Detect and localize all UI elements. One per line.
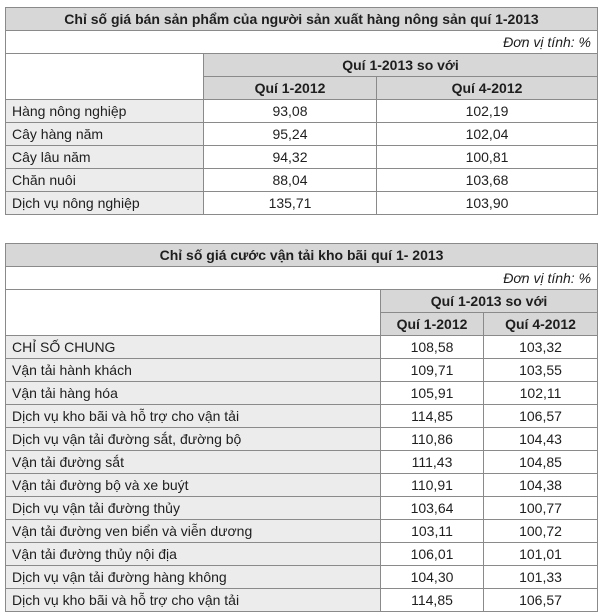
- value-cell: 114,85: [381, 405, 484, 428]
- value-cell: 110,91: [381, 474, 484, 497]
- table-title: Chỉ số giá bán sản phẩm của người sản xuất hàng nông sản quí 1-2013: [6, 8, 598, 31]
- value-cell: 100,81: [377, 146, 598, 169]
- row-label: Vận tải hàng hóa: [6, 382, 381, 405]
- row-label: Dịch vụ vận tải đường sắt, đường bộ: [6, 428, 381, 451]
- column-header: Quí 4-2012: [484, 313, 598, 336]
- value-cell: 111,43: [381, 451, 484, 474]
- table-row: [6, 100, 598, 123]
- value-cell: 104,43: [484, 428, 598, 451]
- header-blank-cell: [6, 290, 381, 336]
- column-header: Quí 1-2012: [204, 77, 377, 100]
- value-cell: 102,19: [377, 100, 598, 123]
- table-title: Chỉ số giá cước vận tải kho bãi quí 1- 2013: [6, 244, 598, 267]
- value-cell: 103,68: [377, 169, 598, 192]
- row-label: Dịch vụ nông nghiệp: [6, 192, 204, 215]
- row-label: Dịch vụ vận tải đường hàng không: [6, 566, 381, 589]
- value-cell: 88,04: [204, 169, 377, 192]
- table-row: [6, 169, 598, 192]
- value-cell: 104,38: [484, 474, 598, 497]
- table-row: [6, 146, 598, 169]
- table-row: [6, 359, 598, 382]
- row-label: Vận tải đường sắt: [6, 451, 381, 474]
- value-cell: 106,01: [381, 543, 484, 566]
- row-label: Vận tải đường bộ và xe buýt: [6, 474, 381, 497]
- row-label: CHỈ SỐ CHUNG: [6, 336, 381, 359]
- row-label: Vận tải đường thủy nội địa: [6, 543, 381, 566]
- value-cell: 103,11: [381, 520, 484, 543]
- value-cell: 103,32: [484, 336, 598, 359]
- value-cell: 100,72: [484, 520, 598, 543]
- value-cell: 104,30: [381, 566, 484, 589]
- value-cell: 93,08: [204, 100, 377, 123]
- value-cell: 108,58: [381, 336, 484, 359]
- row-label: Vận tải hành khách: [6, 359, 381, 382]
- row-label: Chăn nuôi: [6, 169, 204, 192]
- row-label: Cây hàng năm: [6, 123, 204, 146]
- unit-note: Đơn vị tính: %: [6, 31, 598, 54]
- value-cell: 102,04: [377, 123, 598, 146]
- group-header: Quí 1-2013 so với: [381, 290, 598, 313]
- table-row: [6, 428, 598, 451]
- value-cell: 104,85: [484, 451, 598, 474]
- table-row: [6, 123, 598, 146]
- agri-price-index-table: [5, 7, 598, 215]
- table-row: [6, 589, 598, 612]
- value-cell: 106,57: [484, 405, 598, 428]
- value-cell: 101,33: [484, 566, 598, 589]
- value-cell: 106,57: [484, 589, 598, 612]
- row-label: Dịch vụ vận tải đường thủy: [6, 497, 381, 520]
- table-row: [6, 451, 598, 474]
- value-cell: 109,71: [381, 359, 484, 382]
- value-cell: 114,85: [381, 589, 484, 612]
- row-label: Dịch vụ kho bãi và hỗ trợ cho vận tải: [6, 589, 381, 612]
- header-blank-cell: [6, 54, 204, 100]
- value-cell: 102,11: [484, 382, 598, 405]
- unit-note: Đơn vị tính: %: [6, 267, 598, 290]
- row-label: Cây lâu năm: [6, 146, 204, 169]
- table-row: [6, 192, 598, 215]
- row-label: Vận tải đường ven biển và viễn dương: [6, 520, 381, 543]
- value-cell: 94,32: [204, 146, 377, 169]
- value-cell: 110,86: [381, 428, 484, 451]
- value-cell: 103,64: [381, 497, 484, 520]
- value-cell: 135,71: [204, 192, 377, 215]
- value-cell: 103,90: [377, 192, 598, 215]
- table-row: [6, 497, 598, 520]
- value-cell: 103,55: [484, 359, 598, 382]
- table-row: [6, 336, 598, 359]
- table-row: [6, 474, 598, 497]
- value-cell: 95,24: [204, 123, 377, 146]
- table-row: [6, 566, 598, 589]
- table-row: [6, 405, 598, 428]
- row-label: Dịch vụ kho bãi và hỗ trợ cho vận tải: [6, 405, 381, 428]
- table-row: [6, 382, 598, 405]
- transport-price-index-table: [5, 243, 598, 612]
- group-header: Quí 1-2013 so với: [204, 54, 598, 77]
- table-row: [6, 543, 598, 566]
- value-cell: 100,77: [484, 497, 598, 520]
- table-row: [6, 520, 598, 543]
- value-cell: 101,01: [484, 543, 598, 566]
- column-header: Quí 4-2012: [377, 77, 598, 100]
- column-header: Quí 1-2012: [381, 313, 484, 336]
- row-label: Hàng nông nghiệp: [6, 100, 204, 123]
- value-cell: 105,91: [381, 382, 484, 405]
